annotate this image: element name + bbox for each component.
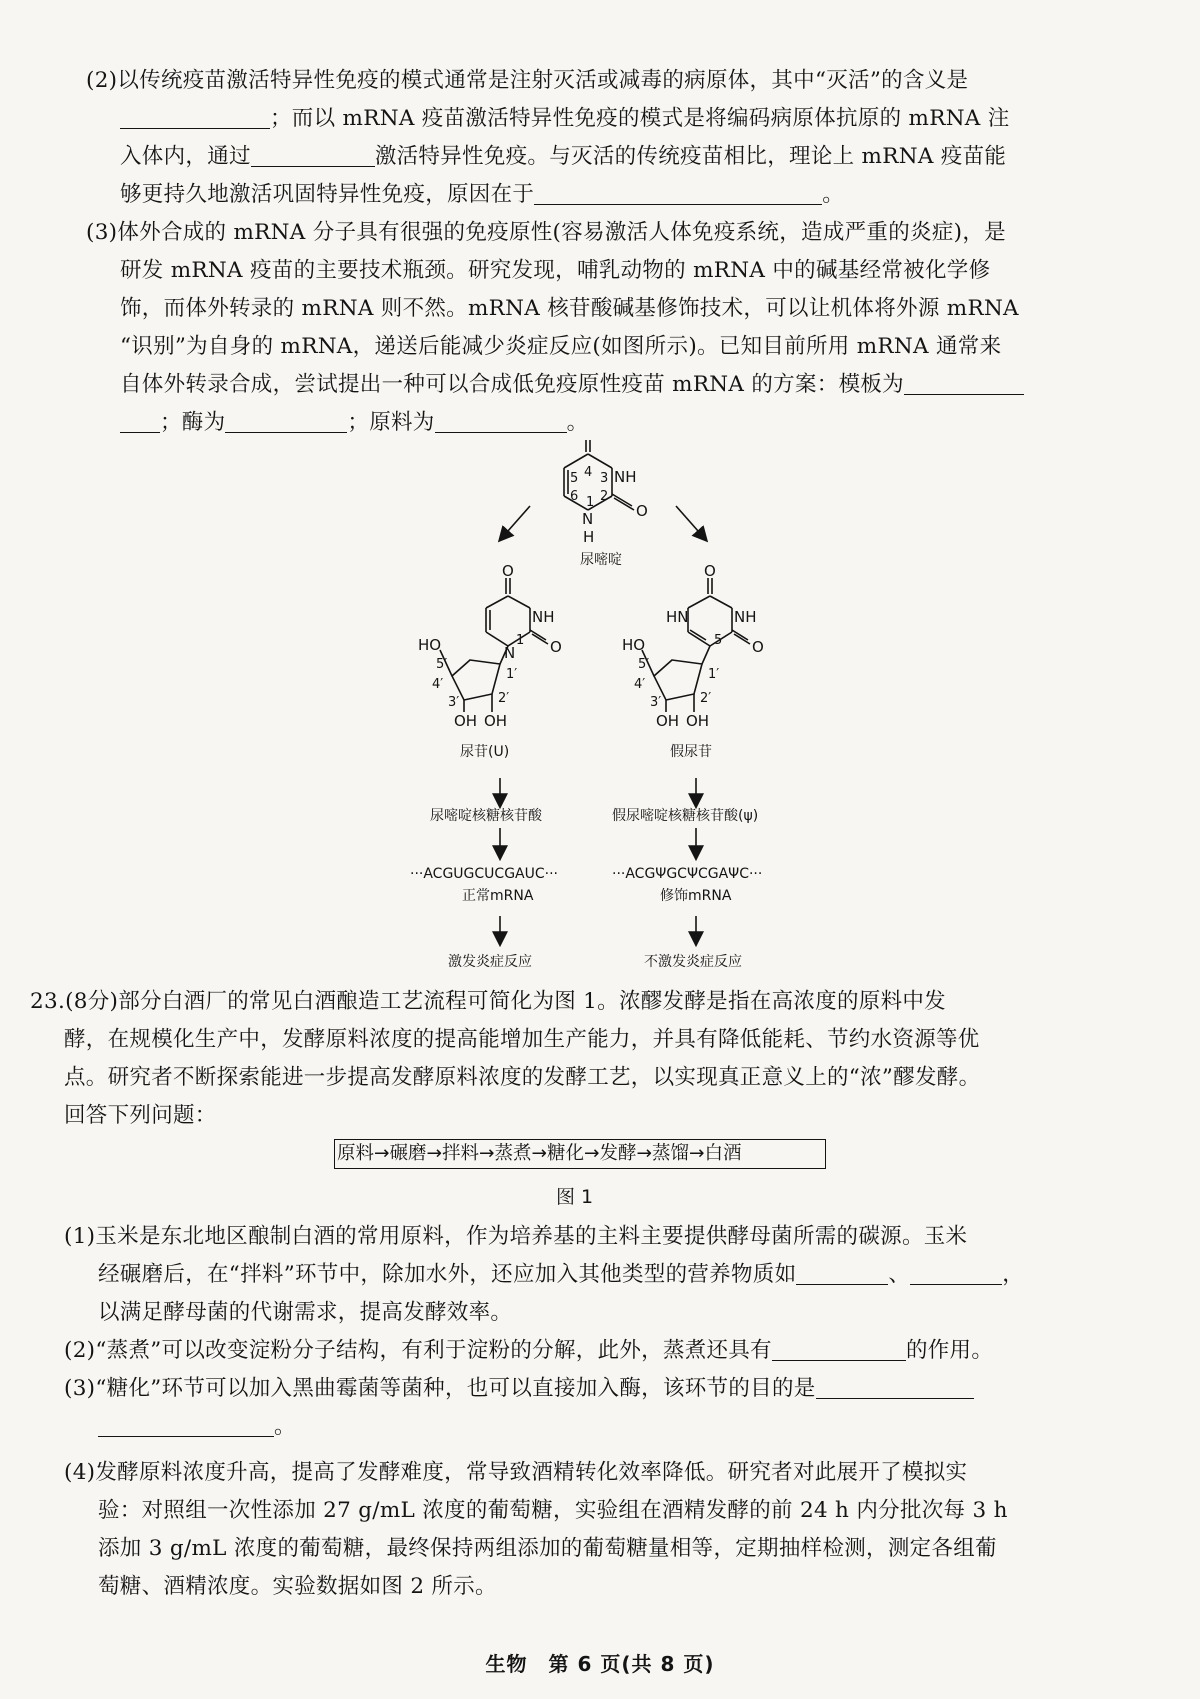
u-nucleotide-label: 尿嘧啶核糖核苷酸 <box>430 808 542 824</box>
svg-text:NH: NH <box>614 468 637 486</box>
svg-text:4: 4 <box>584 465 593 480</box>
q22-p2-line2: ；而以 mRNA 疫苗激活特异性免疫的模式是将编码病原体抗原的 mRNA 注 <box>270 106 1010 131</box>
normal-mrna-label: 正常mRNA <box>462 888 534 904</box>
q23-p1-line2a: 经碾磨后，在“拌料”环节中，除加水外，还应加入其他类型的营养物质如 <box>98 1262 797 1287</box>
svg-text:O: O <box>752 638 764 656</box>
answer-blank[interactable] <box>534 180 822 205</box>
svg-text:O: O <box>636 502 648 520</box>
q23-p2-text: (2)“蒸煮”可以改变淀粉分子结构，有利于淀粉的分解，此外，蒸煮还具有 <box>64 1338 772 1363</box>
svg-text:3: 3 <box>600 471 609 486</box>
q22-p2-line3a: 入体内，通过 <box>120 144 251 169</box>
q22-p3-line3: 饰，而体外转录的 mRNA 则不然。mRNA 核苷酸碱基修饰技术，可以让机体将外源 mRNA <box>120 296 1019 321</box>
answer-blank[interactable] <box>772 1336 906 1361</box>
svg-text:4′: 4′ <box>432 677 444 692</box>
svg-text:NH: NH <box>532 608 555 626</box>
q22-p3-line6a: ；酶为 <box>160 410 226 435</box>
q23-intro <box>30 983 1130 1135</box>
svg-text:2: 2 <box>600 489 609 504</box>
q22-p2-line3b: 激活特异性免疫。与灭活的传统疫苗相比，理论上 mRNA 疫苗能 <box>374 144 1007 169</box>
answer-blank[interactable] <box>120 104 270 129</box>
q23-p1-line1: (1)玉米是东北地区酿制白酒的常用原料，作为培养基的主料主要提供酵母菌所需的碳源。玉米 <box>64 1224 968 1249</box>
modified-mrna-label: 修饰mRNA <box>660 888 732 904</box>
q22-part3 <box>86 214 1126 442</box>
q23-intro-line3: 点。研究者不断探索能进一步提高发酵原料浓度的发酵工艺，以实现真正意义上的“浓”醪发酵。 <box>64 1065 981 1090</box>
svg-text:OH: OH <box>454 712 478 730</box>
svg-text:O: O <box>550 638 562 656</box>
arrow-right <box>676 506 706 540</box>
q23-intro-line4: 回答下列问题： <box>64 1103 217 1128</box>
modified-sequence: ···ACGΨGCΨCGAΨC··· <box>612 866 763 882</box>
svg-text:1′: 1′ <box>506 667 518 682</box>
result-modified: 不激发炎症反应 <box>644 954 742 970</box>
svg-text:NH: NH <box>734 608 757 626</box>
svg-text:3′: 3′ <box>650 695 662 710</box>
q22-p2-line1: (2)以传统疫苗激活特异性免疫的模式通常是注射灭活或减毒的病原体，其中“灭活”的含义是 <box>86 68 969 93</box>
modification-figure <box>0 440 1200 980</box>
q23-p1-line3: 以满足酵母菌的代谢需求，提高发酵效率。 <box>98 1300 513 1325</box>
svg-text:N: N <box>504 644 516 662</box>
uridine-structure <box>440 578 548 712</box>
page-footer: 生物 第 6 页(共 8 页) <box>485 1652 715 1676</box>
q23-p3-text: (3)“糖化”环节可以加入黑曲霉菌等菌种，也可以直接加入酶，该环节的目的是 <box>64 1376 816 1401</box>
q23-p4-line3: 添加 3 g/mL 浓度的葡萄糖，最终保持两组添加的葡萄糖量相等，定期抽样检测，测定各组葡 <box>98 1536 997 1561</box>
svg-text:HN: HN <box>666 608 689 626</box>
svg-text:5: 5 <box>714 633 723 648</box>
q23-part4 <box>64 1454 1134 1606</box>
svg-text:2′: 2′ <box>700 691 712 706</box>
q22-p3-line2: 研发 mRNA 疫苗的主要技术瓶颈。研究发现，哺乳动物的 mRNA 中的碱基经常被化学修 <box>120 258 991 283</box>
q22-p2-line4b: 。 <box>822 182 845 207</box>
arrow-left <box>500 506 530 540</box>
result-normal: 激发炎症反应 <box>448 954 532 970</box>
svg-text:1: 1 <box>516 633 525 648</box>
svg-text:OH: OH <box>484 712 508 730</box>
process-flow-box: 原料→碾磨→拌料→蒸煮→糖化→发酵→蒸馏→白酒 <box>334 1139 826 1169</box>
answer-blank[interactable] <box>98 1412 274 1437</box>
q23-parts-1-3: (1)玉米是东北地区酿制白酒的常用原料，作为培养基的主料主要提供酵母菌所需的碳源。玉米 经碾磨后，在“拌料”环节中，除加水外，还应加入其他类型的营养物质如 、 ， 以满足酵母菌的代谢需求，提高发酵效率。 (2)“蒸煮”可以改变淀粉分子结构，有利于淀粉的分解，此外，蒸煮还具有 的作用。 (3)“糖化”环节可以加入黑曲霉菌等菌种，也可以直接加入酶，该环节的目的是 。 <box>64 1218 1134 1446</box>
answer-blank[interactable] <box>435 408 567 433</box>
svg-text:1′: 1′ <box>708 667 720 682</box>
uracil-label: 尿嘧啶 <box>580 552 622 568</box>
q23-intro-line1: 23.(8分)部分白酒厂的常见白酒酿造工艺流程可简化为图 1。浓醪发酵是指在高浓度的原料中发 <box>30 989 946 1014</box>
svg-text:O: O <box>502 562 514 580</box>
q22-p3-line6b: ；原料为 <box>347 410 435 435</box>
figure1-caption: 图 1 <box>556 1186 594 1208</box>
q22-p3-line1: (3)体外合成的 mRNA 分子具有很强的免疫原性(容易激活人体免疫系统，造成严重的炎症)，是 <box>86 220 1006 245</box>
svg-text:HO: HO <box>622 636 646 654</box>
q22-p3-line6c: 。 <box>566 410 589 435</box>
answer-blank[interactable] <box>225 408 347 433</box>
answer-blank[interactable] <box>904 370 1024 395</box>
q23-p4-line4: 萄糖、酒精浓度。实验数据如图 2 所示。 <box>98 1574 497 1599</box>
svg-text:4′: 4′ <box>634 677 646 692</box>
psi-nucleotide-label: 假尿嘧啶核糖核苷酸(ψ) <box>612 808 759 824</box>
q22-p3-line5: 自体外转录合成，尝试提出一种可以合成低免疫原性疫苗 mRNA 的方案：模板为 <box>120 372 904 397</box>
uridine-label: 尿苷(U) <box>460 744 510 760</box>
answer-blank[interactable] <box>816 1374 974 1399</box>
answer-blank[interactable] <box>120 408 160 433</box>
q22-part2 <box>86 62 1126 214</box>
svg-text:6: 6 <box>570 489 579 504</box>
svg-text:3′: 3′ <box>448 695 460 710</box>
pseudouridine-structure <box>642 578 750 712</box>
q23-p4-line2: 验：对照组一次性添加 27 g/mL 浓度的葡萄糖，实验组在酒精发酵的前 24 h 内分批次每 3 h <box>98 1498 1008 1523</box>
svg-text:HO: HO <box>418 636 442 654</box>
svg-text:2′: 2′ <box>498 691 510 706</box>
svg-text:OH: OH <box>656 712 680 730</box>
answer-blank[interactable] <box>796 1260 888 1285</box>
q22-p3-line4: “识别”为自身的 mRNA，递送后能减少炎症反应(如图所示)。已知目前所用 mRNA 通常来 <box>120 334 1002 359</box>
q23-p4-line1: (4)发酵原料浓度升高，提高了发酵难度，常导致酒精转化效率降低。研究者对此展开了模拟实 <box>64 1460 968 1485</box>
svg-text:5′: 5′ <box>436 657 448 672</box>
pseudouridine-label: 假尿苷 <box>670 744 712 760</box>
svg-text:1: 1 <box>586 495 595 510</box>
answer-blank[interactable] <box>910 1260 1002 1285</box>
pathway-diagram <box>0 440 1200 980</box>
svg-text:5: 5 <box>570 471 579 486</box>
normal-sequence: ···ACGUGCUCGAUC··· <box>410 866 558 882</box>
svg-text:5′: 5′ <box>638 657 650 672</box>
svg-text:H: H <box>583 528 595 546</box>
svg-text:N: N <box>582 510 594 528</box>
q22-p2-line4a: 够更持久地激活巩固特异性免疫，原因在于 <box>120 182 535 207</box>
q23-intro-line2: 酵，在规模化生产中，发酵原料浓度的提高能增加生产能力，并具有降低能耗、节约水资源等优 <box>64 1027 980 1052</box>
svg-text:O: O <box>704 562 716 580</box>
svg-text:OH: OH <box>686 712 710 730</box>
answer-blank[interactable] <box>251 142 375 167</box>
